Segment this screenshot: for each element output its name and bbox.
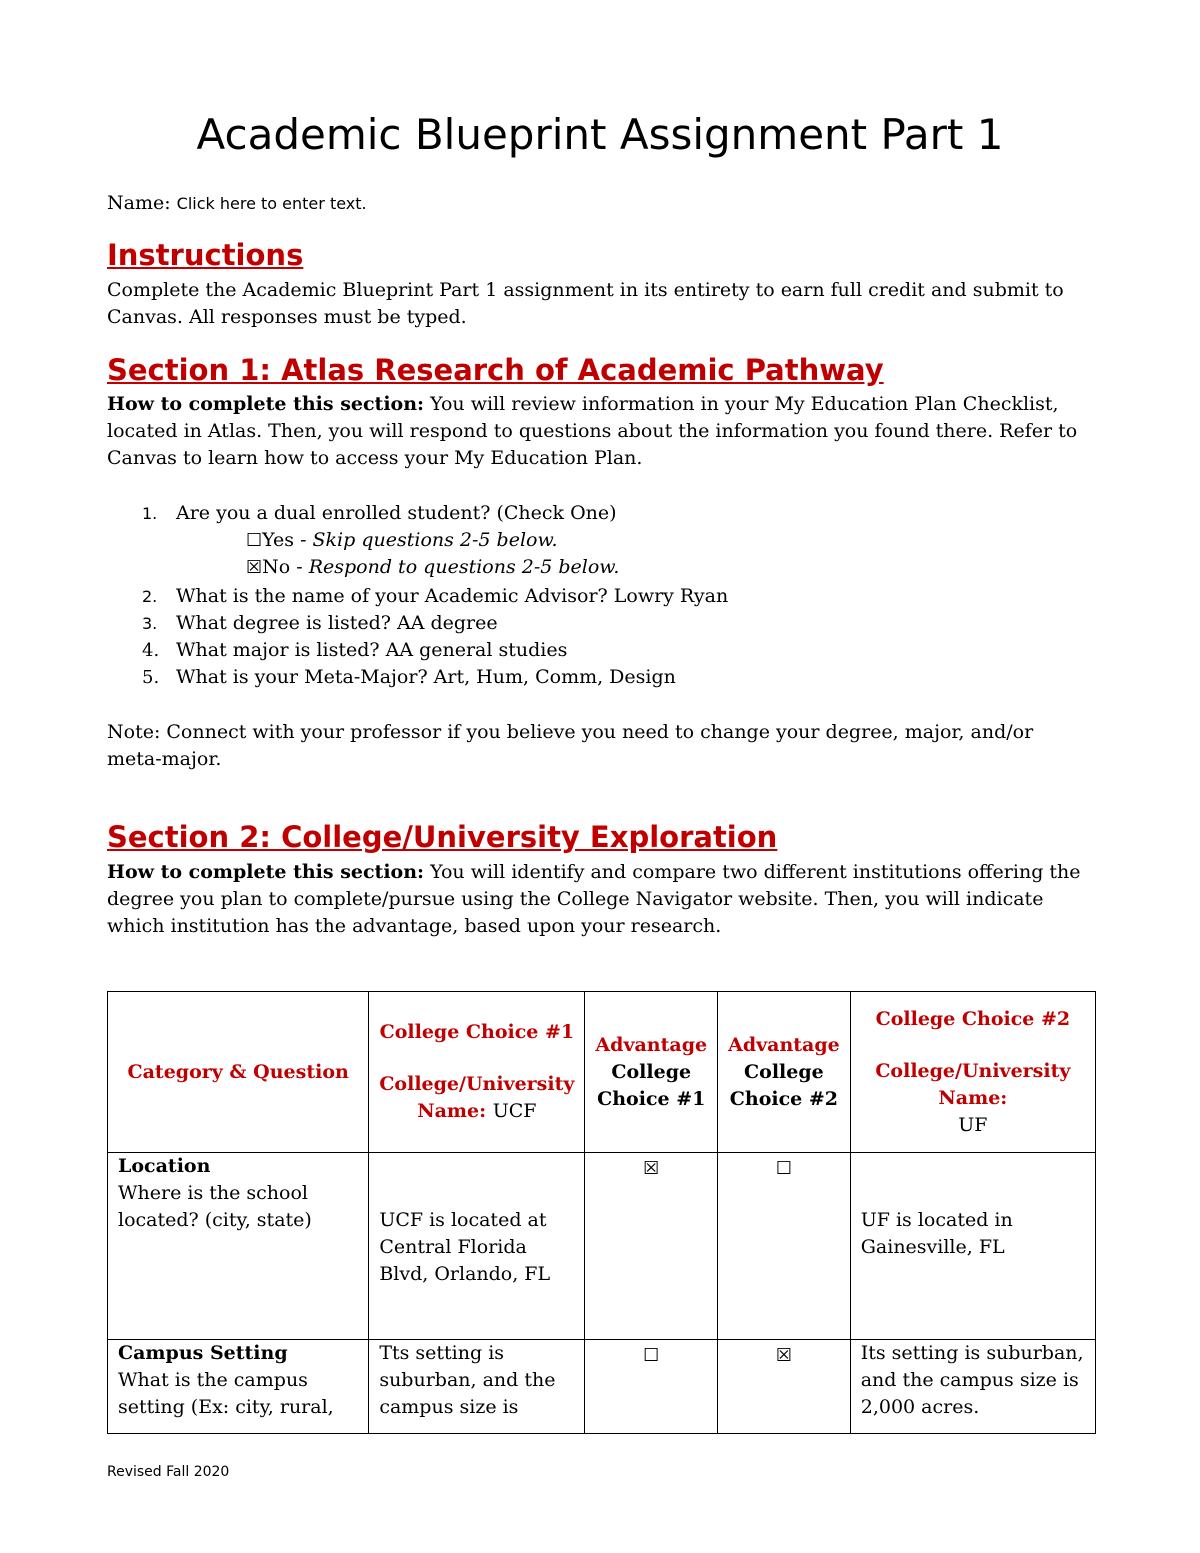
option-yes-label: Yes -: [262, 529, 313, 551]
row-1-category: Location Where is the school located? (city, state): [108, 1153, 369, 1340]
section1-how-text: You will review information in your My Education Plan Checklist, located in Atlas. Then, you will respond to questions about the information you found there. Refer to Canvas to learn how to access your My Education Plan.: [107, 393, 1078, 469]
section2-how-paragraph: [107, 859, 1087, 940]
instructions-heading: Instructions: [107, 238, 304, 272]
header-advantage-1-label: Advantage: [595, 1033, 708, 1056]
table-header-row: [108, 992, 1096, 1153]
option-yes-note: Skip questions 2-5 below.: [312, 529, 558, 551]
instructions-text: Complete the Academic Blueprint Part 1 assignment in its entirety to earn full credit and submit to Canvas. All responses must be typed.: [107, 279, 1064, 328]
header-choice-1-name-label: College/University Name:: [379, 1073, 575, 1122]
section1-note: Note: Connect with your professor if you believe you need to change your degree, major, and/or meta-major.: [107, 721, 1034, 770]
question-2-number: 2.: [142, 587, 158, 606]
header-choice-1: [369, 992, 585, 1153]
section2-how-text: You will identify and compare two different institutions offering the degree you plan to complete/pursue using the College Navigator website. Then, you will indicate which institution has the advantage, based upon your research.: [107, 861, 1081, 937]
header-category: Category & Question: [108, 992, 369, 1153]
row-2-advantage-2-checkbox[interactable]: ☒: [718, 1340, 851, 1434]
option-no-note: Respond to questions 2-5 below.: [308, 556, 620, 578]
header-choice-2-name: UF: [958, 1113, 988, 1136]
question-4-text: What major is listed? AA general studies: [176, 639, 568, 661]
header-choice-1-name: UCF: [492, 1100, 537, 1122]
checkbox-yes[interactable]: ☐: [246, 530, 263, 551]
header-advantage-2-label: Advantage: [728, 1033, 840, 1056]
section1-how-paragraph: [107, 391, 1087, 472]
question-3-text: What degree is listed? AA degree: [176, 612, 498, 634]
row-1-advantage-2-checkbox[interactable]: ☐: [718, 1153, 851, 1340]
row-1-advantage-1-checkbox[interactable]: ☒: [585, 1153, 718, 1340]
question-5-text: What is your Meta-Major? Art, Hum, Comm, Design: [176, 666, 676, 688]
checkbox-no[interactable]: ☒: [246, 557, 263, 578]
header-advantage-1-choice: College Choice #1: [597, 1060, 706, 1110]
header-choice-1-title: College Choice #1: [379, 1021, 575, 1043]
header-advantage-2: [718, 992, 851, 1153]
question-1-number: 1.: [142, 504, 158, 523]
row-1-choice-2[interactable]: UF is located in Gainesville, FL: [850, 1153, 1095, 1340]
question-3-number: 3.: [142, 614, 158, 633]
header-advantage-1: [585, 992, 718, 1153]
option-no-label: No -: [262, 556, 309, 578]
section2-how-label: How to complete this section:: [107, 861, 425, 883]
header-choice-2-title: College Choice #2: [875, 1007, 1071, 1030]
header-choice-2: [850, 992, 1095, 1153]
section1-heading: Section 1: Atlas Research of Academic Pathway: [107, 353, 884, 387]
section1-how-label: How to complete this section:: [107, 393, 425, 415]
row-2-category: Campus Setting What is the campus setting (Ex: city, rural,: [108, 1340, 369, 1434]
page-title: Academic Blueprint Assignment Part 1: [196, 110, 1004, 159]
question-5-number: 5.: [142, 667, 160, 688]
name-label: Name:: [107, 192, 171, 214]
table-row: [108, 1153, 1096, 1340]
comparison-table: [107, 991, 1096, 1434]
footer-revision: Revised Fall 2020: [107, 1464, 230, 1480]
table-row: [108, 1340, 1096, 1434]
name-input[interactable]: Click here to enter text.: [176, 194, 367, 213]
header-advantage-2-choice: College Choice #2: [729, 1060, 839, 1110]
name-line: [107, 192, 367, 214]
header-choice-2-name-label: College/University Name:: [875, 1059, 1071, 1109]
row-2-choice-2[interactable]: Its setting is suburban, and the campus size is 2,000 acres.: [850, 1340, 1095, 1434]
question-4-number: 4.: [142, 640, 160, 661]
section2-heading: Section 2: College/University Exploration: [107, 820, 778, 854]
row-2-choice-1[interactable]: Tts setting is suburban, and the campus size is: [369, 1340, 585, 1434]
row-1-choice-1[interactable]: UCF is located at Central Florida Blvd, Orlando, FL: [369, 1153, 585, 1340]
question-2-text: What is the name of your Academic Advisor? Lowry Ryan: [176, 585, 729, 607]
row-2-advantage-1-checkbox[interactable]: ☐: [585, 1340, 718, 1434]
question-1-text: Are you a dual enrolled student? (Check One): [176, 502, 617, 524]
